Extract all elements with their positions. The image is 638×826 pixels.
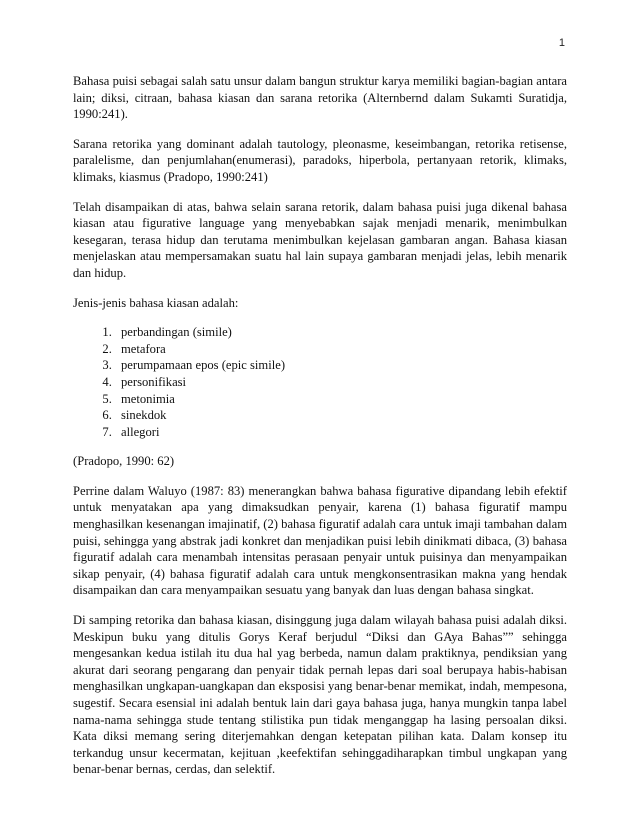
paragraph-bahasa-kiasan: Telah disampaikan di atas, bahwa selain sarana retorik, dalam bahasa puisi juga dikenal bahasa kiasan atau figurative language yang menyebabkan sajak menjadi menarik, menimbulkan kesegaran, terasa hidup dan terutama menimbulkan kejelasan gambaran angan. Bahasa kiasan menjelaskan atau mempersamakan suatu hal lain supaya gambaran menjadi jelas, lebih menarik dan hidup. [73, 199, 567, 280]
list-item: 3. perumpamaan epos (epic simile) [115, 357, 567, 374]
list-item: 2. metafora [115, 341, 567, 358]
list-item: 4. personifikasi [115, 374, 567, 391]
paragraph-perrine: Perrine dalam Waluyo (1987: 83) menerangkan bahwa bahasa figurative dipandang lebih efektif untuk menyatakan apa yang dimaksudkan penyair, karena (1) bahasa figuratif mampu menghasilkan kesenangan imajinatif, (2) bahasa figuratif adalah cara untuk imaji tambahan dalam puisi, sehingga yang abstrak jadi konkret dan menjadikan puisi lebih dinikmati dibaca, (3) bahasa figuratif adalah cara menambah intensitas perasaan penyair untuk puisinya dan menyampaikan sikap penyair, (4) bahasa figuratif adalah cara untuk mengkonsentrasikan makna yang hendak disampaikan dan cara menyampaikan sesuatu yang banyak dan luas dengan bahasa singkat. [73, 483, 567, 598]
list-item: 6. sinekdok [115, 407, 567, 424]
page-number: 1 [558, 37, 565, 49]
list-item: 5. metonimia [115, 391, 567, 408]
paragraph-diksi: Di samping retorika dan bahasa kiasan, disinggung juga dalam wilayah bahasa puisi adalah diksi. Meskipun buku yang ditulis Gorys Keraf berjudul “Diksi dan GAya Bahas”” sehingga mengesankan kedua istilah itu dua hal yag berbeda, namun dalam praktiknya, pendiksian yang akurat dari seorang pengarang dan penyair tidak pernah lepas dari soal berupaya habis-habisan menghasilkan ungkapan-uangkapan dan eksposisi yang benar-benar memikat, indah, mempesona, sugestif. Secara esensial ini adalah bentuk lain dari gaya bahasa juga, hanya mungkin tanpa label nama-nama sehingga stude tentang stilistika pun tidak menganggap ha lasing persoalan diksi. Kata diksi memang sering diterjemahkan dengan ketepatan pilihan kata. Dalam konsep itu terkandug unsur kecermatan, kejituan ,keefektifan sehinggadiharapkan timbul ungkapan yang benar-benar bernas, cerdas, dan selektif. [73, 613, 567, 777]
figurative-types-list [73, 324, 567, 440]
paragraph-citation: (Pradopo, 1990: 62) [73, 454, 175, 469]
paragraph-sarana-retorika: Sarana retorika yang dominant adalah tautology, pleonasme, keseimbangan, retorika retisense, paralelisme, dan penjumlahan(enumerasi), paradoks, hiperbola, pertanyaan retorik, klimaks, klimaks, kiasmus (Pradopo, 1990:241) [73, 136, 567, 184]
paragraph-bahasa-puisi: Bahasa puisi sebagai salah satu unsur dalam bangun struktur karya memiliki bagian-bagian antara lain; diksi, citraan, bahasa kiasan dan sarana retorika (Alternbernd dalam Sukamti Suratidja, 1990:241). [73, 74, 567, 122]
list-item: 1. perbandingan (simile) [115, 324, 567, 341]
list-item: 7. allegori [115, 424, 567, 441]
document-body [73, 73, 567, 791]
paragraph-jenis-intro: Jenis-jenis bahasa kiasan adalah: [73, 295, 239, 310]
